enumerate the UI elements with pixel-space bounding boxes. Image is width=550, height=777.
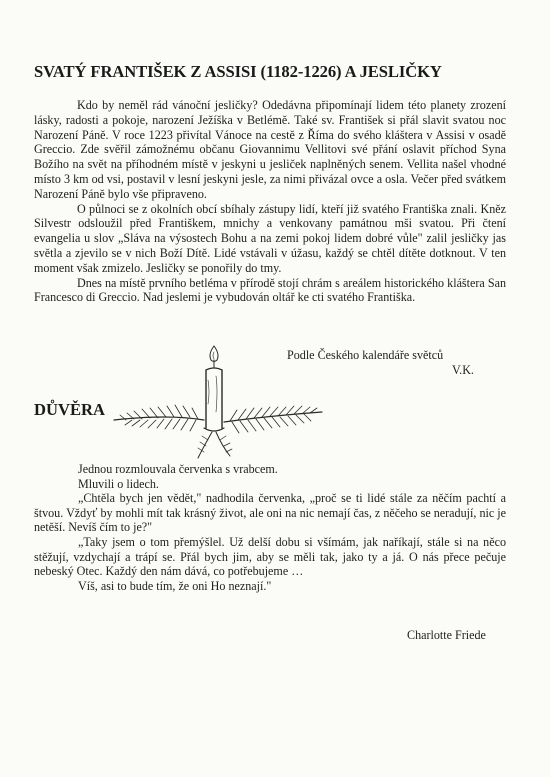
article-body — [34, 98, 506, 305]
story-paragraph: „Taky jsem o tom přemýšlel. Už delší dobu si všímám, jak naříkají, stále si na něco stěžují, vzdychají a trápí se. Přál bych jim, aby se měli tak, jako ty a já. O nás přece pečuje nebeský Otec. Každý den nám dává, co potřebujeme … — [34, 534, 506, 579]
story-body — [34, 462, 506, 593]
story-paragraph: Víš, asi to bude tím, že oni Ho neznají." — [78, 578, 272, 593]
story-title: DŮVĚRA — [34, 400, 105, 419]
article-paragraph: Dnes na místě prvního betléma v přírodě stojí chrám s areálem historického kláštera San Francesco di Greccio. Nad jeslemi je vybudován oltář ke cti svatého Františka. — [34, 275, 506, 305]
story-paragraph: „Chtěla bych jen vědět," nadhodila červenka, „proč se ti lidé stále za něčím pachtí a štvou. Vždyť by mohli mít tak krásný život, ale oni na nic nemají čas, z něčeho se neradují, nic je netěší. Nevíš čím to je?" — [34, 491, 506, 535]
article-title: SVATÝ FRANTIŠEK Z ASSISI (1182-1226) A JESLIČKY — [34, 62, 442, 81]
story-author: Charlotte Friede — [407, 628, 486, 642]
article-paragraph: O půlnoci se z okolních obcí sbíhaly zástupy lidí, kteří již svatého Františka znali. Kněz Silvestr odsloužil před Františkem, mnichy a venkovany památnou mši svatou. Při čtení evangelia u slov „Sláva na výsostech Bohu a na zemi pokoj lidem dobré vůle" zalil jesličky jas světla a zjevilo se v nich Boží Dítě. Lidé vstávali v úžasu, každý se chtěl dítěte dotknout. V ten moment však zmizelo. Jesličky se ponořily do tmy. — [34, 201, 506, 275]
article-paragraph: Kdo by neměl rád vánoční jesličky? Odedávna připomínají lidem této planety zrození lásky, radosti a pokoje, narození Ježíška v Betlémě. Také sv. František si přál slavit svatou noc Narození Páně. V roce 1223 přivítal Vánoce na cestě z Říma do svého kláštera v Assisi v osadě Greccio. Zde svěřil zámožnému občanu Giovannimu Vellitovi své přání oslavit příchod Syna Božího na svět na příhodném místě v jeskyni u jesliček naplněných senem. Vellita našel vhodné místo 3 km od vsi, postavil v lesní jeskyni jesle, za nimi přivázal ovce a osla. Večer před svátkem Narození Páně bylo vše připraveno. — [34, 98, 506, 201]
story-paragraph: Jednou rozmlouvala červenka s vrabcem. — [78, 462, 278, 476]
author-initials: V.K. — [452, 363, 474, 377]
story-paragraph: Mluvili o lidech. — [78, 476, 159, 491]
article-source: Podle Českého kalendáře světců — [287, 348, 444, 362]
